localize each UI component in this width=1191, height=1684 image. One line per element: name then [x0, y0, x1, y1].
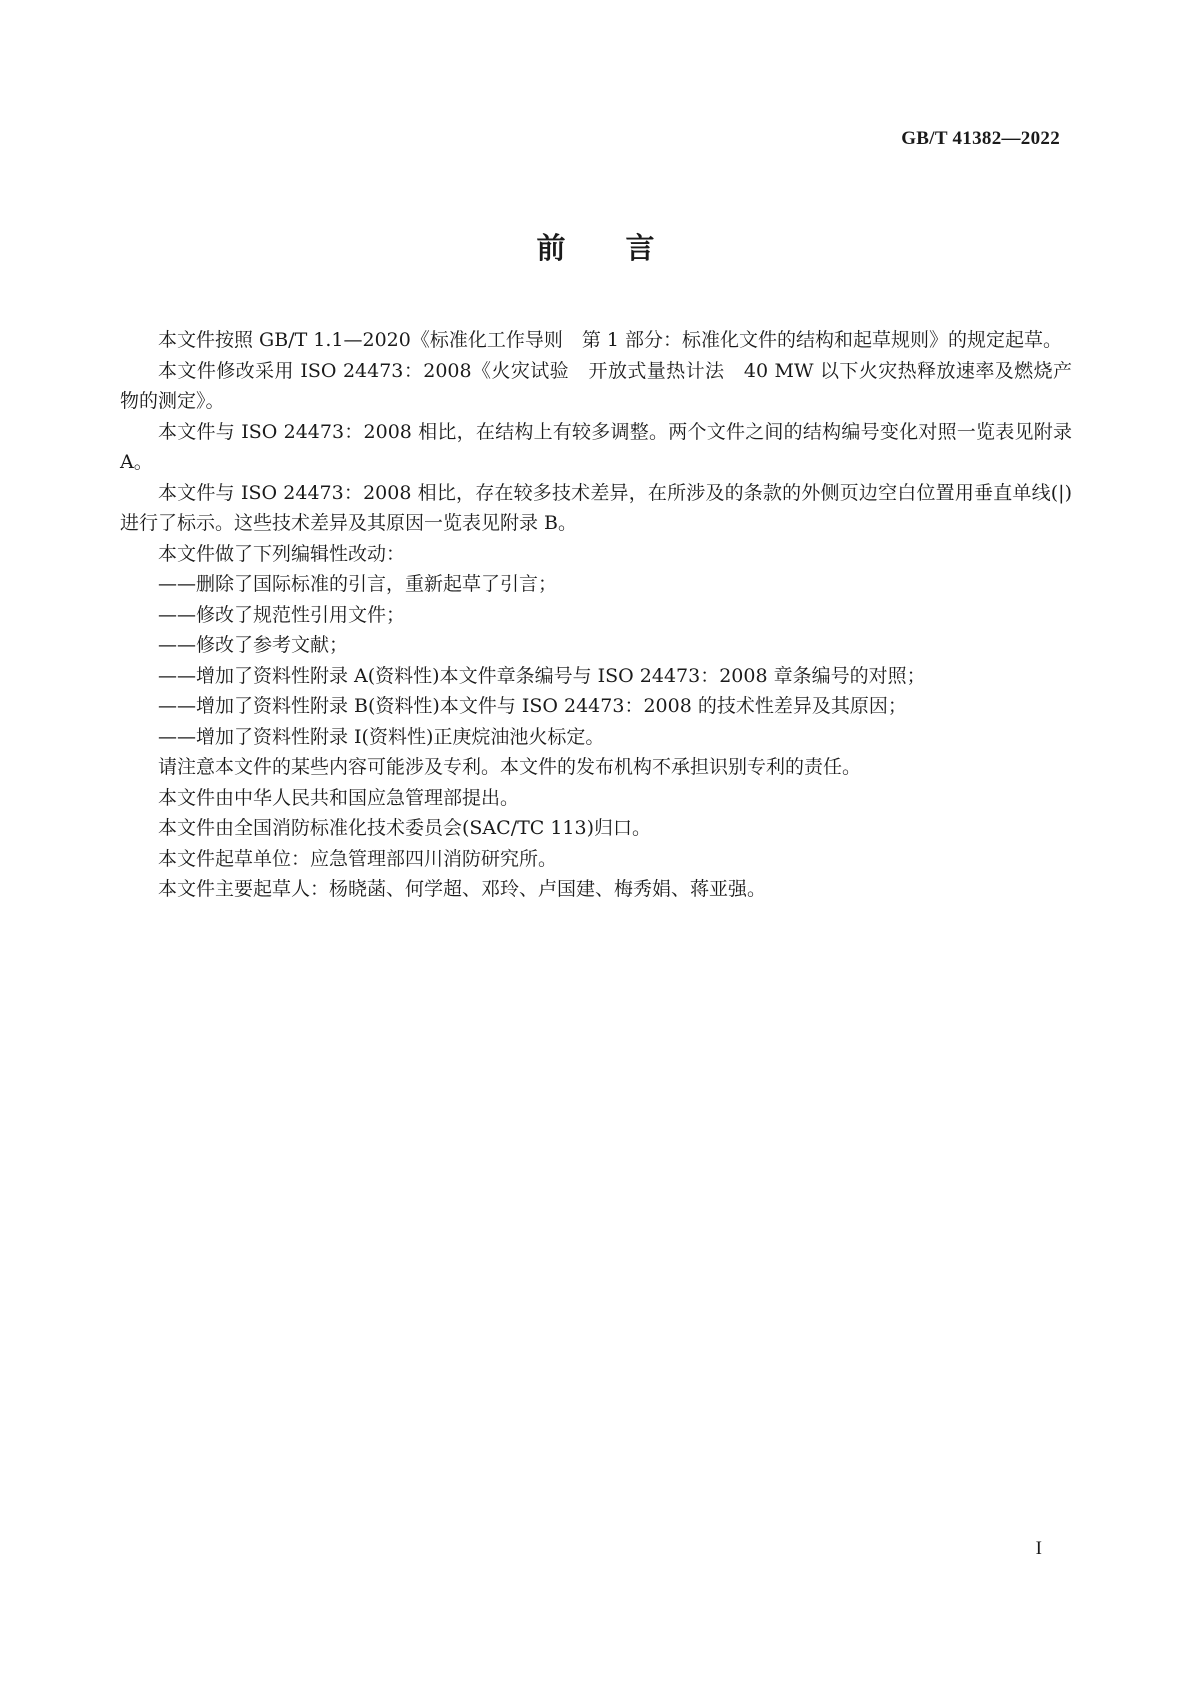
- paragraph-editorial-intro: 本文件做了下列编辑性改动：: [158, 542, 406, 565]
- paragraph-drafters: 本文件主要起草人：杨晓菡、何学超、邓玲、卢国建、梅秀娟、蒋亚强。: [158, 878, 767, 900]
- list-item: ——增加了资料性附录 I(资料性)正庚烷油池火标定。: [158, 725, 605, 748]
- paragraph-structure-changes: 本文件与 ISO 24473：2008 相比，在结构上有较多调整。两个文件之间的结构编号变化对照一览表见附录 A。: [120, 420, 1072, 473]
- list-item: ——修改了规范性引用文件；: [158, 603, 406, 626]
- page-number: I: [1035, 1538, 1042, 1559]
- paragraph-centralized-by: 本文件由全国消防标准化技术委员会(SAC/TC 113)归口。: [158, 817, 652, 839]
- paragraph-adoption: 本文件修改采用 ISO 24473：2008《火灾试验 开放式量热计法 40 MW 以下火灾热释放速率及燃烧产物的测定》。: [120, 359, 1072, 412]
- list-item: ——删除了国际标准的引言，重新起草了引言；: [158, 573, 558, 595]
- list-item: ——增加了资料性附录 B(资料性)本文件与 ISO 24473：2008 的技术性差异及其原因；: [158, 695, 907, 717]
- editorial-changes-list: [120, 569, 1072, 752]
- document-number: GB/T 41382—2022: [901, 128, 1060, 149]
- paragraph-drafting-unit: 本文件起草单位：应急管理部四川消防研究所。: [158, 847, 558, 870]
- page-title: 前言: [536, 231, 715, 265]
- paragraph-proposed-by: 本文件由中华人民共和国应急管理部提出。: [158, 786, 520, 809]
- paragraph-patent-notice: 请注意本文件的某些内容可能涉及专利。本文件的发布机构不承担识别专利的责任。: [158, 756, 862, 778]
- list-item: ——增加了资料性附录 A(资料性)本文件章条编号与 ISO 24473：2008 章条编号的对照；: [158, 664, 926, 687]
- paragraph-drafting-rules: 本文件按照 GB/T 1.1—2020《标准化工作导则 第 1 部分：标准化文件的结构和起草规则》的规定起草。: [158, 329, 1063, 351]
- foreword-body: [120, 325, 1072, 905]
- paragraph-technical-differences: 本文件与 ISO 24473：2008 相比，存在较多技术差异，在所涉及的条款的外侧页边空白位置用垂直单线(|)进行了标示。这些技术差异及其原因一览表见附录 B。: [120, 481, 1072, 534]
- list-item: ——修改了参考文献；: [158, 634, 349, 656]
